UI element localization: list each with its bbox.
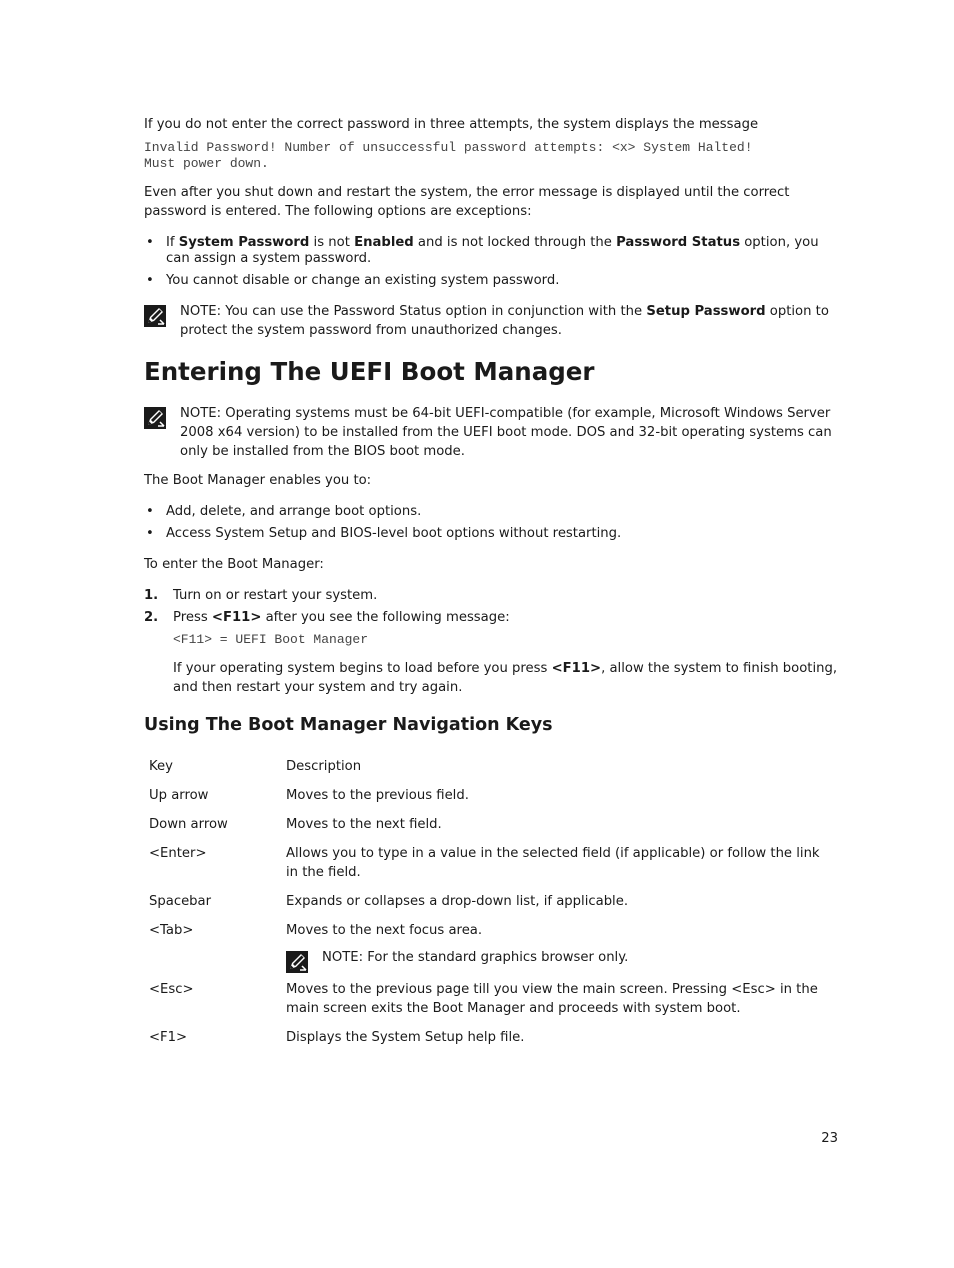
table-row: <F1> Displays the System Setup help file. [149, 1029, 525, 1045]
table-row: Up arrow Moves to the previous field. [149, 787, 469, 803]
enables-list [144, 504, 838, 542]
note-graphics-browser: NOTE: For the standard graphics browser only. [286, 948, 834, 967]
section-heading: Entering The UEFI Boot Manager [144, 357, 595, 386]
f11-message-code: <F11> = UEFI Boot Manager [173, 632, 369, 647]
navigation-keys-table [144, 757, 834, 1047]
note-pencil-icon [286, 951, 308, 973]
list-item: • Add, delete, and arrange boot options. [146, 504, 422, 519]
error-message-code [144, 140, 838, 171]
table-row: Spacebar Expands or collapses a drop-down list, if applicable. [149, 893, 629, 909]
table-row: Down arrow Moves to the next field. [149, 816, 442, 832]
page-number: 23 [821, 1131, 838, 1146]
steps-list [144, 588, 838, 697]
table-row: <Enter> Allows you to type in a value in the selected field (if applicable) or follow the link in the field. [149, 845, 820, 880]
step-number: 1. [144, 588, 159, 603]
column-header-description: Description [286, 758, 362, 774]
note-setup-password: NOTE: You can use the Password Status option in conjunction with the Setup Password option to protect the system password from unauthorized changes. [144, 302, 838, 340]
code-line-2: Must power down. [144, 155, 269, 171]
table-row: <Tab> Moves to the next focus area. NOTE: For the standard graphics browser only. [144, 921, 834, 980]
bullet-icon: • [146, 504, 154, 519]
list-item: • Access System Setup and BIOS-level boot options without restarting. [146, 526, 622, 541]
exceptions-list [144, 235, 838, 289]
note-pencil-icon [144, 407, 166, 429]
intro-line: If you do not enter the correct password in three attempts, the system displays the message [144, 117, 759, 132]
bullet-icon: • [146, 273, 154, 288]
column-header-key: Key [149, 758, 173, 774]
subsection-heading: Using The Boot Manager Navigation Keys [144, 714, 553, 735]
note-uefi-compatible: NOTE: Operating systems must be 64-bit UEFI-compatible (for example, Microsoft Windows Server 2008 x64 version) to be installed from the UEFI boot mode. DOS and 32-bit operating systems can only be installed from the BIOS boot mode. [144, 404, 838, 461]
step-number: 2. [144, 610, 159, 625]
list-item: • You cannot disable or change an existing system password. [146, 273, 560, 288]
bullet-icon: • [146, 235, 154, 250]
enables-paragraph: The Boot Manager enables you to: [144, 473, 372, 488]
step-item: 1. Turn on or restart your system. [144, 588, 378, 603]
document-page [144, 113, 838, 1047]
table-row: <Esc> Moves to the previous page till you view the main screen. Pressing <Esc> in the main screen exits the Boot Manager and proceeds with system boot. [149, 981, 818, 1016]
list-item: • If System Password is not Enabled and is not locked through the Password Status option, you can assign a system password. [146, 235, 819, 266]
bullet-icon: • [146, 526, 154, 541]
table-header-row [144, 757, 834, 786]
step-item: 2. Press <F11> after you see the following message: <F11> = UEFI Boot Manager If your operating system begins to load before you press <F11>, allow the system to finish booting, and then restart your system and try again. [144, 610, 838, 695]
step-followup: If your operating system begins to load before you press <F11>, allow the system to finish booting, and then restart your system and try again. [173, 660, 838, 695]
note-pencil-icon [144, 305, 166, 327]
to-enter-paragraph: To enter the Boot Manager: [144, 557, 324, 572]
code-line-1: Invalid Password! Number of unsuccessful password attempts: <x> System Halted! [144, 140, 753, 155]
exceptions-paragraph: Even after you shut down and restart the system, the error message is displayed until the correct password is entered. The following options are exceptions: [144, 185, 790, 219]
